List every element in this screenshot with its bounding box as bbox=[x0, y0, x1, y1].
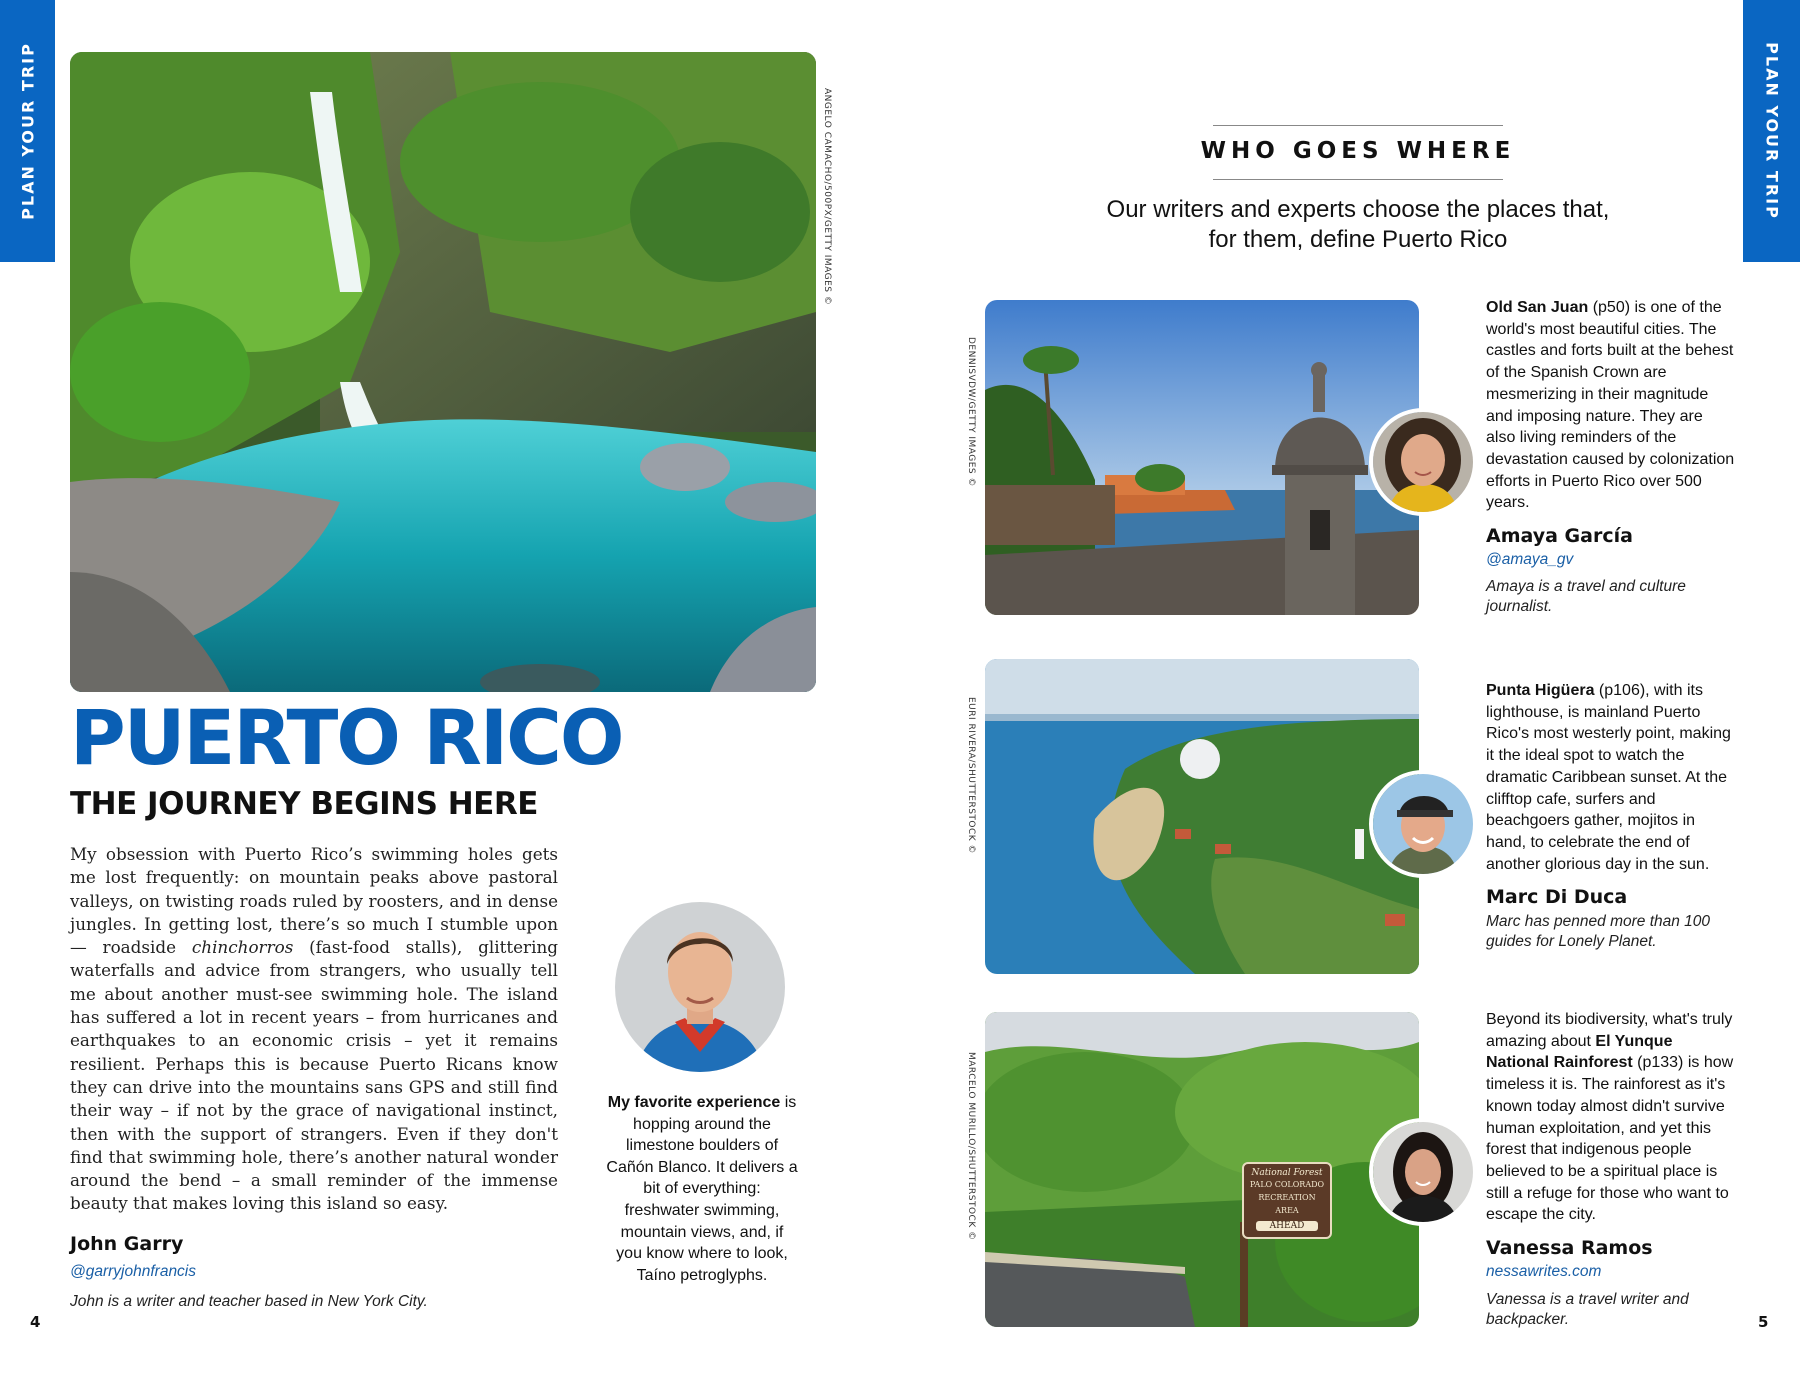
intro-paragraph: My obsession with Puerto Rico’s swimming holes gets me lost frequently: on mountain peaks above pastoral valleys, on twisting roads ruled by roosters, and in dense jungles. In getting lost, there’s so much I stumble upon — roadside chinchorros (fast-food stalls), glittering waterfalls and advice from strangers, who usually tell me about another must-see swimming hole. The island has suffered a lot in recent years – from hurricanes and earthquakes to an economic crisis – yet it remains resilient. Perhaps this is because Puerto Ricans know they can drive into the mountains sans GPS and still find their way – if not by the grace of navigational instinct, then with the support of strangers. Even if they don't find that swimming hole, there’s another natural wonder around the bend – a small reminder of the immense beauty that makes loving this island so easy. bbox=[70, 844, 558, 1214]
section-tab-left bbox=[0, 0, 55, 262]
writer-website-vanessa-link[interactable]: nessawrites.com bbox=[1486, 1263, 1602, 1280]
writer-bio-amaya: Amaya is a travel and culture journalist. bbox=[1486, 578, 1686, 615]
writer-name-vanessa: Vanessa Ramos bbox=[1486, 1237, 1653, 1259]
section-tab-label: PLAN YOUR TRIP bbox=[1762, 42, 1781, 220]
entry-el-yunque-text: Beyond its biodiversity, what's truly amazing about El Yunque National Rainforest (p133) is how timeless it is. The rainforest as it's known today almost didn't survive human exploitation, and yet this forest that indigenous people believed to be a spiritual place is still a refuge for those who want to escape the city. bbox=[1486, 1011, 1734, 1224]
entry-old-san-juan-text: Old San Juan (p50) is one of the world's most beautiful cities. The castles and forts built at the behest of the Spanish Crown are mesmerizing in their magnitude and imposing nature. They are also living reminders of the devastation caused by colonization efforts in Puerto Rico over 500 years. bbox=[1486, 299, 1735, 512]
writer-bio-vanessa: Vanessa is a travel writer and backpacker. bbox=[1486, 1291, 1689, 1328]
el-yunque-photo bbox=[985, 1012, 1419, 1327]
writer-portrait-amaya-garcia bbox=[1369, 408, 1477, 516]
section-subheading: Our writers and experts choose the places that, for them, define Puerto Rico bbox=[1106, 196, 1610, 253]
writer-name-amaya: Amaya García bbox=[1486, 525, 1633, 547]
section-tab-right bbox=[1743, 0, 1800, 262]
section-tab-label: PLAN YOUR TRIP bbox=[18, 42, 37, 220]
hero-photo-credit: ANGELO CAMACHO/500PX/GETTY IMAGES © bbox=[822, 88, 832, 306]
hero-waterfall-photo bbox=[70, 52, 816, 692]
entry-punta-higuera-text: Punta Higüera (p106), with its lighthouse, is mainland Puerto Rico's most westerly point, making it the ideal spot to watch the dramatic Caribbean sunset. At the clifftop cafe, surfers and beachgoers gather, mojitos in hand, to celebrate the end of another glorious day in the sun. bbox=[1486, 682, 1731, 873]
page-subtitle: THE JOURNEY BEGINS HERE bbox=[70, 786, 538, 822]
favorite-experience-quote: My favorite experience is hopping around the limestone boulders of Cañón Blanco. It delivers a bit of everything: freshwater swimming, mountain views, and, if you know where to look, Taíno petroglyphs. bbox=[606, 1094, 798, 1284]
old-san-juan-photo bbox=[985, 300, 1419, 615]
page-number-left: 4 bbox=[30, 1313, 41, 1331]
heading-rule-bottom bbox=[1213, 179, 1503, 180]
photo-credit-2: EURI RIVERA/SHUTTERSTOCK © bbox=[966, 697, 976, 855]
writer-name-marc: Marc Di Duca bbox=[1486, 886, 1628, 908]
writer-handle-amaya-link[interactable]: @amaya_gv bbox=[1486, 551, 1574, 568]
photo-credit-3: MARCELO MURILLO/SHUTTERSTOCK © bbox=[966, 1052, 976, 1241]
page-title: PUERTO RICO bbox=[70, 693, 623, 782]
national-forest-sign: National Forest PALO COLORADO RECREATION AREA AHEAD bbox=[1242, 1162, 1332, 1239]
author-name: John Garry bbox=[70, 1233, 184, 1255]
page-number-right: 5 bbox=[1758, 1313, 1769, 1331]
section-heading: WHO GOES WHERE bbox=[1200, 138, 1516, 164]
author-handle-link[interactable]: @garryjohnfrancis bbox=[70, 1263, 197, 1280]
author-portrait-john-garry bbox=[615, 902, 785, 1072]
writer-bio-marc: Marc has penned more than 100 guides for Lonely Planet. bbox=[1486, 913, 1711, 950]
writer-portrait-marc-di-duca bbox=[1369, 770, 1477, 878]
heading-rule-top bbox=[1213, 125, 1503, 126]
author-bio: John is a writer and teacher based in New York City. bbox=[70, 1293, 428, 1310]
writer-portrait-vanessa-ramos bbox=[1369, 1118, 1477, 1226]
photo-credit-1: DENNISVDW/GETTY IMAGES © bbox=[966, 337, 976, 487]
punta-higuera-photo bbox=[985, 659, 1419, 974]
